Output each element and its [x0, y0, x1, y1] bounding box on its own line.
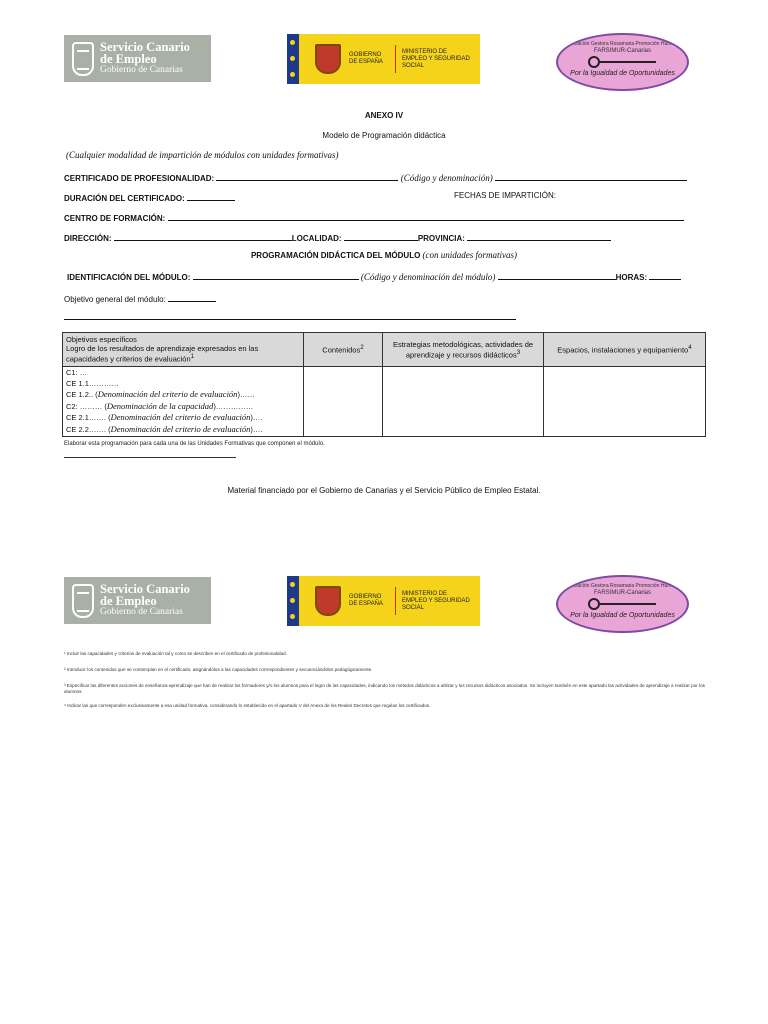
criterio-item	[66, 412, 300, 424]
certificado-note: (Código y denominación)	[400, 173, 493, 183]
asociacion-bottom: Por la Igualdad de Oportunidades	[570, 612, 675, 619]
logo-asociacion	[556, 33, 689, 91]
criterio-code: C1: …	[66, 368, 88, 377]
divider	[64, 457, 236, 458]
criterio-end: )……	[237, 390, 255, 399]
criterio-code: C2: ……… (	[66, 401, 107, 411]
header-espacios-text: Espacios, instalaciones y equipamiento	[557, 345, 689, 355]
logo-servicio-canario-empleo-bottom	[64, 577, 211, 624]
logo-asociacion-bottom	[556, 575, 689, 633]
gobierno-label: GOBIERNO DE ESPAÑA	[349, 52, 383, 65]
identificacion-label: IDENTIFICACIÓN DEL MÓDULO:	[67, 273, 191, 282]
direccion-label: DIRECCIÓN:	[64, 234, 112, 243]
programacion-table	[62, 332, 706, 437]
key-icon	[588, 56, 658, 68]
identificacion-row	[67, 270, 681, 282]
identificacion-name-line[interactable]	[498, 270, 616, 280]
footnote-ref: 2	[360, 344, 364, 352]
certificado-input-line[interactable]	[216, 171, 398, 181]
criterio-desc: Denominación del criterio de evaluación	[110, 412, 251, 422]
horas-label: HORAS:	[615, 273, 648, 282]
table-header-row	[63, 333, 706, 367]
centro-label: CENTRO DE FORMACIÓN:	[64, 214, 166, 223]
table-row	[63, 367, 706, 437]
objetivo-long-line[interactable]	[64, 319, 516, 320]
footnote-2: ² Introducir los contenidos que se contemplan en el certificado, asignándolos a las capacidades correspondientes y secuenciándolos pedagógicamente.	[64, 667, 373, 672]
provincia-input-line[interactable]	[467, 231, 611, 241]
eu-flag-icon	[287, 34, 299, 84]
logo-gobierno-espana-bottom	[287, 576, 480, 626]
centro-input-line[interactable]	[168, 211, 684, 221]
direccion-row	[64, 231, 611, 243]
footnote-ref: 3	[516, 348, 521, 356]
gobierno-label: GOBIERNO DE ESPAÑA	[349, 594, 383, 607]
modality-note: (Cualquier modalidad de impartición de módulos con unidades formativas)	[66, 150, 339, 160]
objetivo-input-line[interactable]	[168, 292, 216, 302]
localidad-label: LOCALIDAD:	[291, 234, 342, 243]
certificado-label: CERTIFICADO DE PROFESIONALIDAD:	[64, 174, 215, 183]
criterio-end: )……………	[213, 401, 254, 411]
criterio-code: CE 2.1……. (	[66, 413, 111, 422]
header-estrategias	[383, 333, 544, 367]
centro-row	[64, 211, 684, 223]
header-contenidos-text: Contenidos	[322, 345, 361, 355]
criterio-item	[66, 379, 300, 390]
criterio-code: CE 1.2.. (	[66, 390, 98, 399]
criterio-item	[66, 389, 300, 401]
logo-line-1: Servicio Canario	[100, 40, 190, 54]
duracion-label: DURACIÓN DEL CERTIFICADO:	[64, 194, 185, 203]
objetivos-cell[interactable]	[63, 367, 304, 437]
logo-line-3: Gobierno de Canarias	[100, 607, 183, 617]
ministerio-label: MINISTERIO DE EMPLEO Y SEGURIDAD SOCIAL	[402, 48, 470, 69]
header-objetivos-desc	[66, 344, 300, 364]
after-table-note: Elaborar esta programación para cada una de las Unidades Formativas que componen el módulo.	[64, 441, 325, 447]
header-objetivos-text: Logro de los resultados de aprendizaje expresados en las capacidades y criterios de evaluación	[66, 344, 259, 364]
footnote-ref: 1	[190, 353, 195, 361]
localidad-input-line[interactable]	[344, 231, 418, 241]
objetivo-label: Objetivo general del módulo:	[64, 295, 166, 304]
horas-input-line[interactable]	[649, 270, 681, 280]
coat-of-arms-icon	[315, 586, 341, 616]
fechas-label: FECHAS DE IMPARTICIÓN:	[454, 191, 556, 200]
espacios-cell[interactable]	[544, 367, 706, 437]
direccion-input-line[interactable]	[114, 231, 292, 241]
identificacion-note: (Código y denominación del módulo)	[360, 272, 496, 282]
key-icon	[588, 598, 658, 610]
asociacion-bottom: Por la Igualdad de Oportunidades	[570, 70, 675, 77]
criterio-code: CE 2.2……. (	[66, 424, 111, 434]
financed-note: Material financiado por el Gobierno de Canarias y el Servicio Público de Empleo Estatal.	[227, 486, 541, 495]
logo-separator	[395, 587, 396, 615]
footnote-3: ³ Especificar las diferentes acciones de enseñanza-aprendizaje que han de realizar los formadores y/o los alumnos para el logro de las capacidades, indicando los métodos didácticos a utilizar y los recursos didácticos asociados. Se incluyen también en este apartado las actividades de aprendizaje a realizar por los alumnos.	[64, 683, 705, 694]
logo-separator	[395, 45, 396, 73]
logo-servicio-canario-empleo	[64, 35, 211, 82]
criterio-item	[66, 401, 300, 413]
asociacion-top: Asociación Gestora Rosamaria Promoción Humana	[565, 41, 680, 47]
objetivo-row	[64, 292, 216, 304]
crest-icon	[72, 584, 94, 618]
criterio-item	[66, 368, 300, 379]
asociacion-top: Asociación Gestora Rosamaria Promoción Humana	[565, 583, 680, 589]
certificado-name-line[interactable]	[495, 171, 687, 181]
certificado-row	[64, 171, 687, 183]
programacion-label: PROGRAMACIÓN DIDÁCTICA DEL MÓDULO	[250, 251, 421, 260]
logo-line-3: Gobierno de Canarias	[100, 65, 183, 75]
asociacion-name: FARSIMUR-Canarias	[593, 48, 651, 54]
logo-line-2: de Empleo	[100, 594, 157, 608]
duracion-input-line[interactable]	[187, 191, 235, 201]
criterio-desc: Denominación del criterio de evaluación	[110, 423, 251, 434]
criterio-code: CE 1.1…………	[66, 378, 119, 388]
eu-flag-icon	[287, 576, 299, 626]
header-objetivos	[63, 333, 304, 367]
crest-icon	[72, 42, 94, 76]
logo-line-1: Servicio Canario	[100, 582, 190, 596]
logo-gobierno-espana	[287, 34, 480, 84]
identificacion-input-line[interactable]	[193, 270, 359, 280]
ministerio-label: MINISTERIO DE EMPLEO Y SEGURIDAD SOCIAL	[402, 590, 470, 611]
criterio-end: )….	[250, 424, 263, 434]
provincia-label: PROVINCIA:	[417, 234, 465, 243]
model-title: Modelo de Programación didáctica	[322, 131, 446, 140]
header-espacios	[544, 333, 706, 367]
header-objetivos-title: Objetivos específicos	[66, 335, 137, 345]
duracion-row	[64, 191, 235, 203]
estrategias-cell[interactable]	[383, 367, 544, 437]
footnote-4: ⁴ Indicar las que corresponden exclusivamente a esa unidad formativa, considerando lo establecido en el apartado V del Anexo de los Reales Decretos que regulan los certificados.	[64, 703, 431, 708]
criterio-item	[66, 424, 300, 436]
contenidos-cell[interactable]	[304, 367, 383, 437]
coat-of-arms-icon	[315, 44, 341, 74]
header-contenidos	[304, 333, 383, 367]
criterio-end: )….	[250, 413, 263, 422]
footnote-ref: 4	[688, 344, 692, 352]
programacion-note: (con unidades formativas)	[422, 250, 518, 260]
annex-title: ANEXO IV	[364, 111, 404, 120]
logo-line-2: de Empleo	[100, 52, 157, 66]
header-estrategias-text: Estrategias metodológicas, actividades de aprendizaje y recursos didácticos	[392, 339, 534, 360]
footnote-1: ¹ Incluir las capacidades y criterios de evaluación tal y como se describen en el certificado de profesionalidad.	[64, 651, 287, 656]
criterio-desc: Denominación del criterio de evaluación	[97, 389, 238, 399]
programacion-title	[0, 250, 768, 260]
criterio-desc: Denominación de la capacidad	[106, 400, 214, 411]
asociacion-name: FARSIMUR-Canarias	[593, 590, 651, 596]
